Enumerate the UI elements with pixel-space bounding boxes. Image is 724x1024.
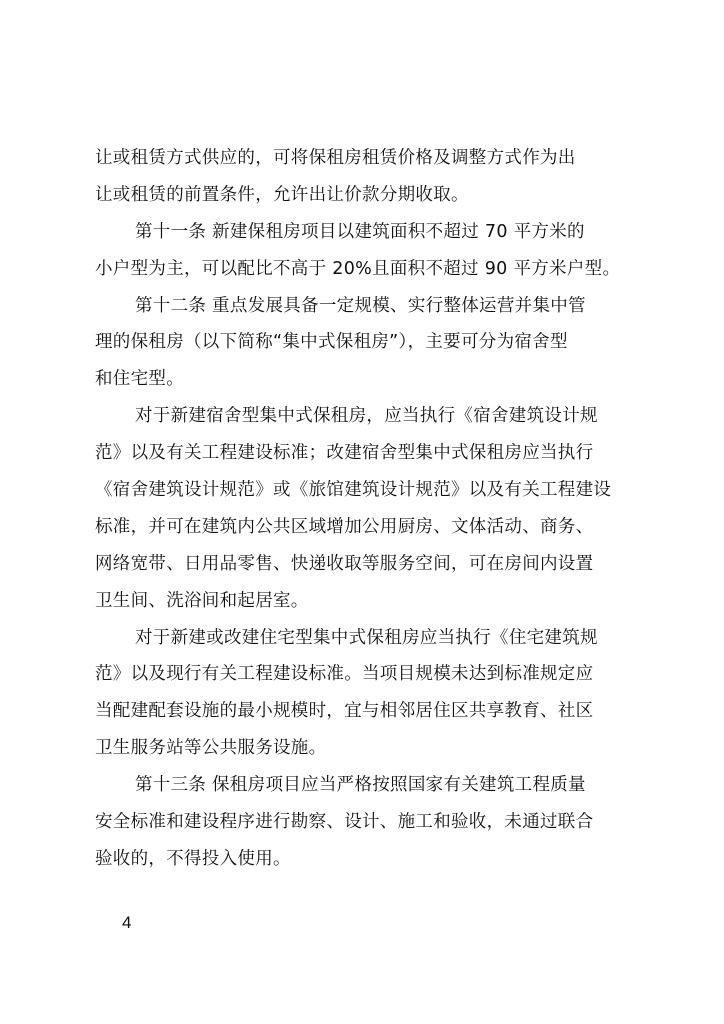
text-line: 小户型为主，可以配比不高于 20%且面积不超过 90 平方米户型。: [95, 258, 621, 279]
text-line: 让或租赁的前置条件，允许出让价款分期收取。: [95, 184, 469, 205]
text-line: 范》以及现行有关工程建设标准。当项目规模未达到标准规定应: [95, 664, 594, 685]
text-line: 《宿舍建筑设计规范》或《旅馆建筑设计规范》以及有关工程建设: [95, 480, 612, 501]
text-line: 安全标准和建设程序进行勘察、设计、施工和验收，未通过联合: [95, 812, 594, 833]
page-number: 4: [122, 913, 132, 932]
paragraph-start-line: 对于新建或改建住宅型集中式保租房应当执行《住宅建筑规: [135, 627, 598, 648]
text-line: 卫生服务站等公共服务设施。: [95, 738, 327, 759]
text-line: 网络宽带、日用品零售、快递收取等服务空间，可在房间内设置: [95, 553, 594, 574]
text-line: 卫生间、洗浴间和起居室。: [95, 590, 309, 611]
text-line: 标准，并可在建筑内公共区域增加公用厨房、文体活动、商务、: [95, 516, 594, 537]
text-line: 和住宅型。: [95, 369, 184, 390]
article-12-heading-line: 第十二条 重点发展具备一定规模、实行整体运营并集中管: [135, 295, 586, 316]
article-13-heading-line: 第十三条 保租房项目应当严格按照国家有关建筑工程质量: [135, 775, 586, 796]
text-line: 当配建配套设施的最小规模时，宜与相邻居住区共享教育、社区: [95, 701, 594, 722]
article-11-heading-line: 第十一条 新建保租房项目以建筑面积不超过 70 平方米的: [135, 221, 585, 242]
text-line: 理的保租房（以下简称“集中式保租房”），主要可分为宿舍型: [95, 332, 568, 353]
text-line: 让或租赁方式供应的，可将保租房租赁价格及调整方式作为出: [95, 148, 576, 168]
body-text: [95, 140, 640, 878]
text-line: 验收的，不得投入使用。: [95, 848, 291, 869]
paragraph-start-line: 对于新建宿舍型集中式保租房，应当执行《宿舍建筑设计规: [135, 406, 598, 427]
text-line: 范》以及有关工程建设标准；改建宿舍型集中式保租房应当执行: [95, 443, 594, 464]
